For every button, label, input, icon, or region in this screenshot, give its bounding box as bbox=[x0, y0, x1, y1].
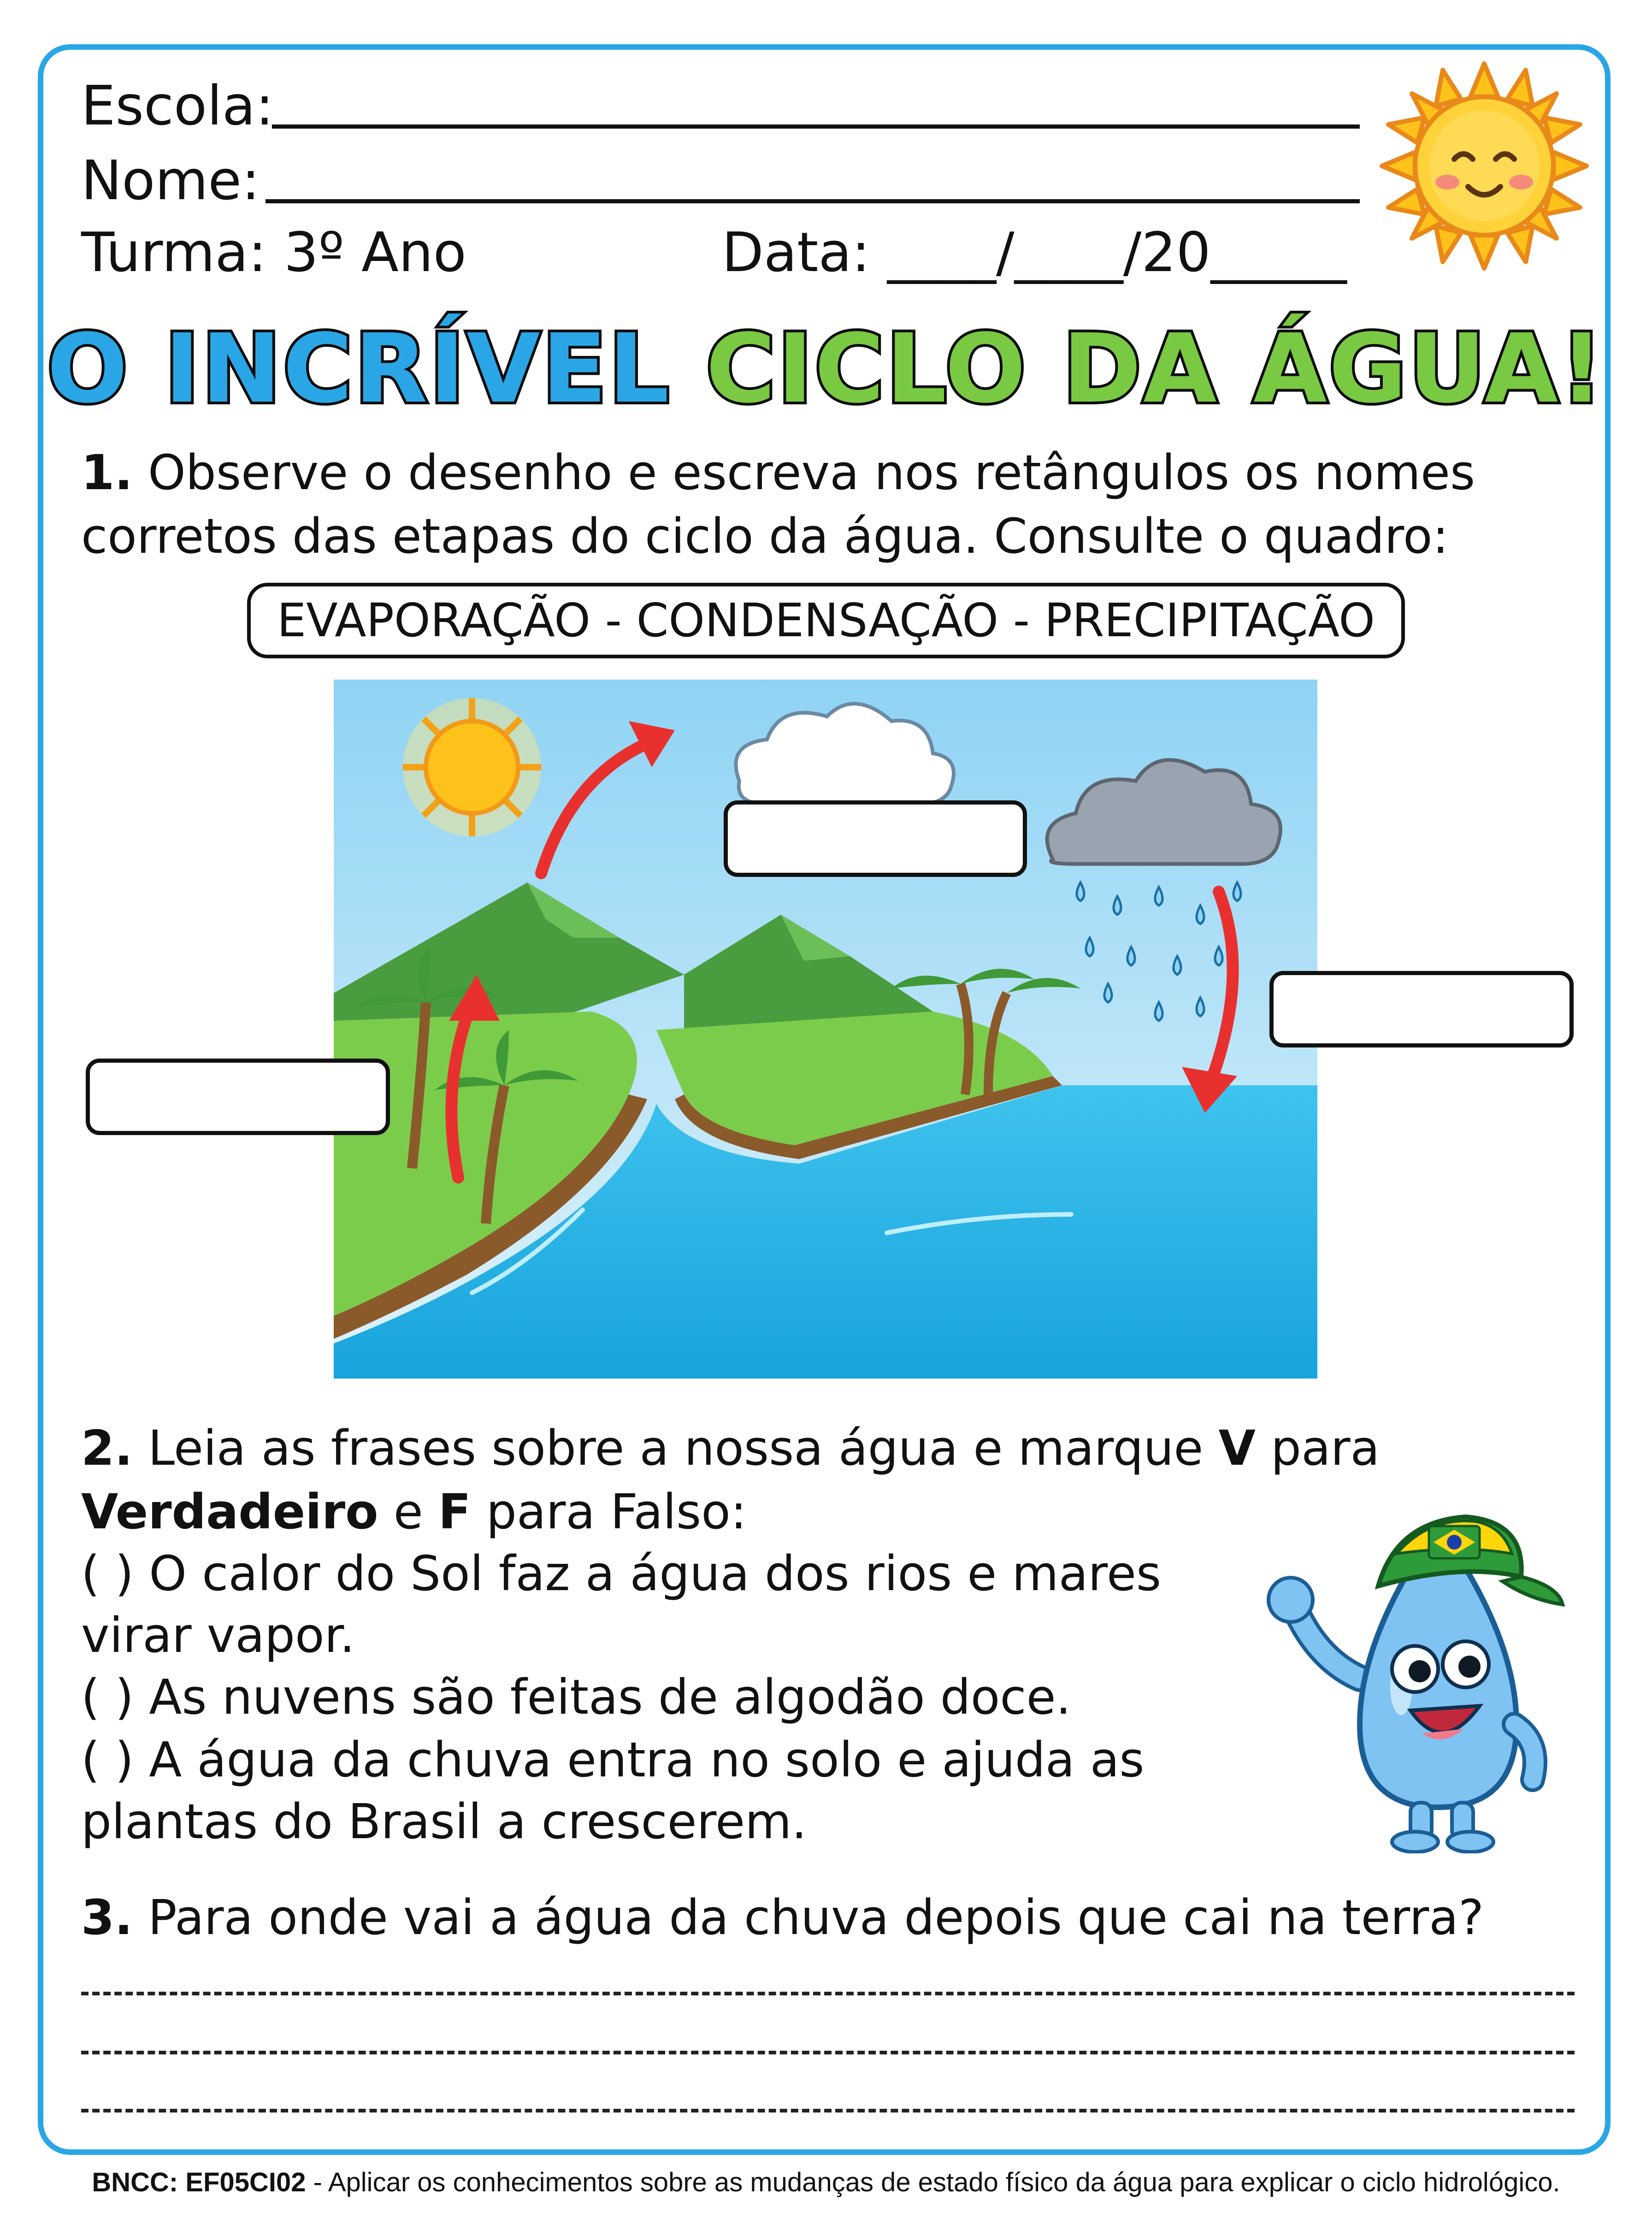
q2-f: F bbox=[438, 1484, 471, 1540]
q2-v: V bbox=[1218, 1420, 1256, 1476]
tf-item-2-text: As nuvens são feitas de algodão doce. bbox=[149, 1669, 1071, 1725]
q2-verdadeiro: Verdadeiro bbox=[81, 1484, 378, 1540]
tf-item-3-text: A água da chuva entra no solo e ajuda as bbox=[149, 1732, 1145, 1788]
name-field[interactable] bbox=[266, 199, 1360, 203]
question-2 bbox=[81, 1416, 1380, 1544]
page-title bbox=[0, 314, 1652, 424]
tf-item-3-text-2: plantas do Brasil a crescerem. bbox=[81, 1793, 807, 1850]
scene-sun-icon bbox=[403, 698, 541, 836]
name-label: Nome: bbox=[81, 148, 260, 212]
tf-item-1-text-2: virar vapor. bbox=[81, 1607, 355, 1663]
answer-box-precipitation[interactable] bbox=[1269, 971, 1574, 1047]
footer-bncc bbox=[0, 2167, 1652, 2198]
answer-box-evaporation[interactable] bbox=[86, 1059, 390, 1135]
q2-intro: Leia as frases sobre a nossa água e marque bbox=[148, 1420, 1204, 1476]
answer-line-1[interactable] bbox=[81, 1992, 1575, 1995]
water-drop-mascot-icon bbox=[1245, 1485, 1576, 1853]
date-label[interactable]: Data: ____/____/20_____ bbox=[722, 220, 1347, 284]
school-field[interactable] bbox=[272, 124, 1360, 129]
tf-checkbox-3[interactable]: ( ) bbox=[81, 1732, 134, 1788]
q1-number: 1. bbox=[81, 444, 133, 501]
answer-line-2[interactable] bbox=[81, 2051, 1575, 2054]
q2-number: 2. bbox=[81, 1420, 133, 1476]
tf-checkbox-2[interactable]: ( ) bbox=[81, 1669, 134, 1725]
q3-text: Para onde vai a água da chuva depois que cai na terra? bbox=[148, 1889, 1484, 1946]
tf-item-2 bbox=[81, 1666, 1071, 1728]
answer-box-condensation[interactable] bbox=[724, 800, 1027, 877]
q1-line-2: corretos das etapas do ciclo da água. Consulte o quadro: bbox=[81, 508, 1449, 564]
question-3 bbox=[81, 1886, 1484, 1949]
school-label: Escola: bbox=[81, 74, 274, 137]
title-part-1: O INCRÍVEL bbox=[47, 314, 671, 424]
q2-para-falso: para Falso: bbox=[486, 1484, 747, 1540]
tf-item-1-text: O calor do Sol faz a água dos rios e mares bbox=[149, 1545, 1162, 1602]
word-bank: EVAPORAÇÃO - CONDENSAÇÃO - PRECIPITAÇÃO bbox=[247, 583, 1405, 658]
question-1 bbox=[81, 441, 1575, 568]
q2-para: para bbox=[1271, 1420, 1380, 1476]
tf-checkbox-1[interactable]: ( ) bbox=[81, 1545, 134, 1602]
answer-line-3[interactable] bbox=[81, 2109, 1575, 2112]
class-label: Turma: 3º Ano bbox=[81, 220, 466, 284]
tf-item-1 bbox=[81, 1543, 1161, 1666]
q2-e: e bbox=[393, 1484, 423, 1540]
footer-text: - Aplicar os conhecimentos sobre as mudanças de estado físico da água para explicar o ciclo hidrológico. bbox=[306, 2167, 1560, 2197]
q3-number: 3. bbox=[81, 1889, 133, 1946]
title-part-2: CICLO DA ÁGUA! bbox=[706, 314, 1605, 424]
water-cycle-illustration bbox=[334, 680, 1317, 1379]
q1-line-1: Observe o desenho e escreva nos retângulos os nomes bbox=[148, 444, 1475, 501]
footer-code: BNCC: EF05CI02 bbox=[92, 2167, 306, 2197]
tf-item-3 bbox=[81, 1729, 1145, 1852]
sun-mascot-icon bbox=[1374, 55, 1595, 277]
